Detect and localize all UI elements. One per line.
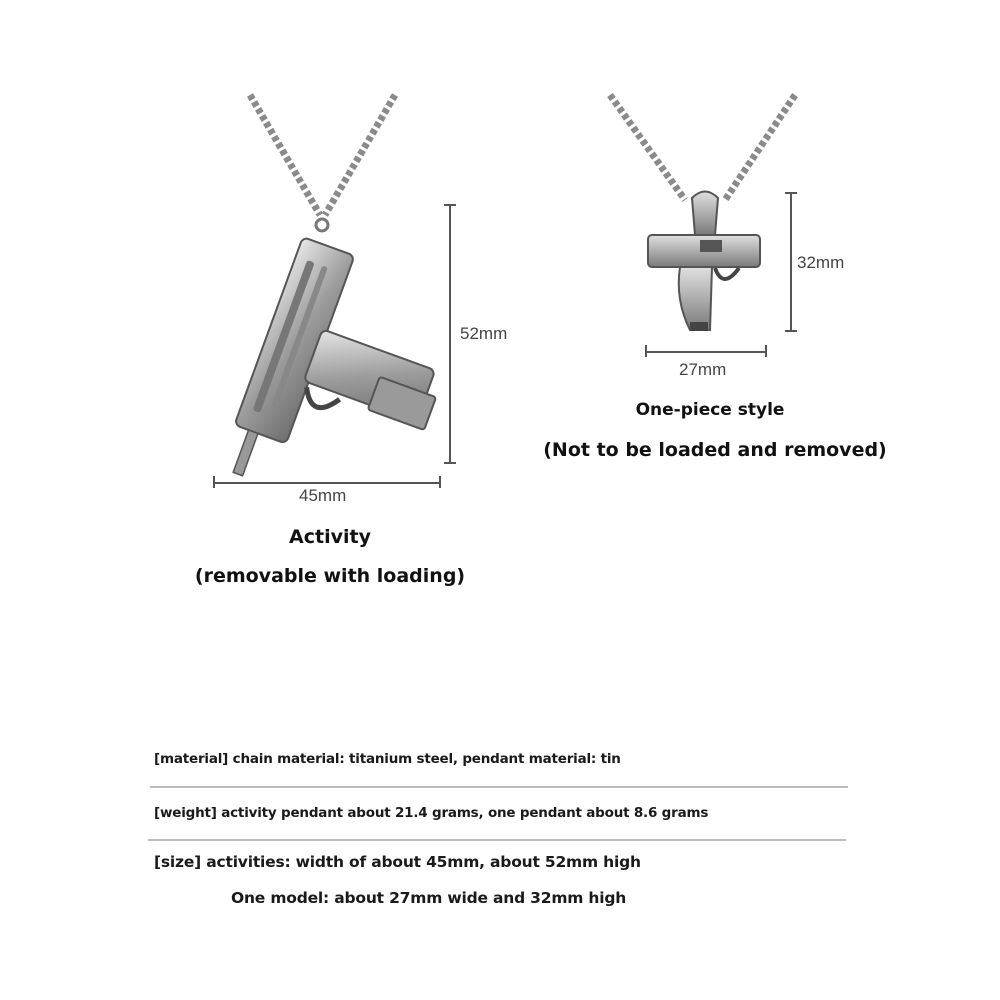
activity-pendant-image <box>200 90 460 510</box>
spec-weight: [weight] activity pendant about 21.4 grams, one pendant about 8.6 grams <box>154 805 709 821</box>
product-name: One-piece style <box>635 400 785 420</box>
width-dimension-line <box>646 351 766 353</box>
divider <box>150 786 848 788</box>
spec-size-one-model: One model: about 27mm wide and 32mm high <box>231 889 627 907</box>
height-dimension-tick-top <box>785 192 797 194</box>
height-dimension-label: 32mm <box>797 253 845 272</box>
divider <box>148 839 846 841</box>
product-subtitle: (removable with loading) <box>194 565 466 587</box>
height-dimension-label: 52mm <box>460 324 508 343</box>
width-dimension-label: 45mm <box>299 486 347 505</box>
width-dimension-line <box>214 482 440 484</box>
height-dimension-line <box>449 205 451 463</box>
uzi-pendant-one-piece-icon <box>600 90 800 340</box>
width-dimension-tick-left <box>213 476 215 488</box>
width-dimension-tick-right <box>439 476 441 488</box>
width-dimension-tick-right <box>765 345 767 357</box>
height-dimension-tick-top <box>444 204 456 206</box>
product-name: Activity <box>289 526 371 548</box>
width-dimension-tick-left <box>645 345 647 357</box>
width-dimension-label: 27mm <box>679 360 727 379</box>
height-dimension-line <box>790 193 792 331</box>
spec-size-activity: [size] activities: width of about 45mm, about 52mm high <box>154 853 641 871</box>
height-dimension-tick-bottom <box>785 330 797 332</box>
product-subtitle: (Not to be loaded and removed) <box>543 439 887 461</box>
uzi-pendant-removable-icon <box>200 90 460 510</box>
one-piece-pendant-image <box>600 90 800 340</box>
spec-material: [material] chain material: titanium steel, pendant material: tin <box>154 751 621 767</box>
height-dimension-tick-bottom <box>444 462 456 464</box>
